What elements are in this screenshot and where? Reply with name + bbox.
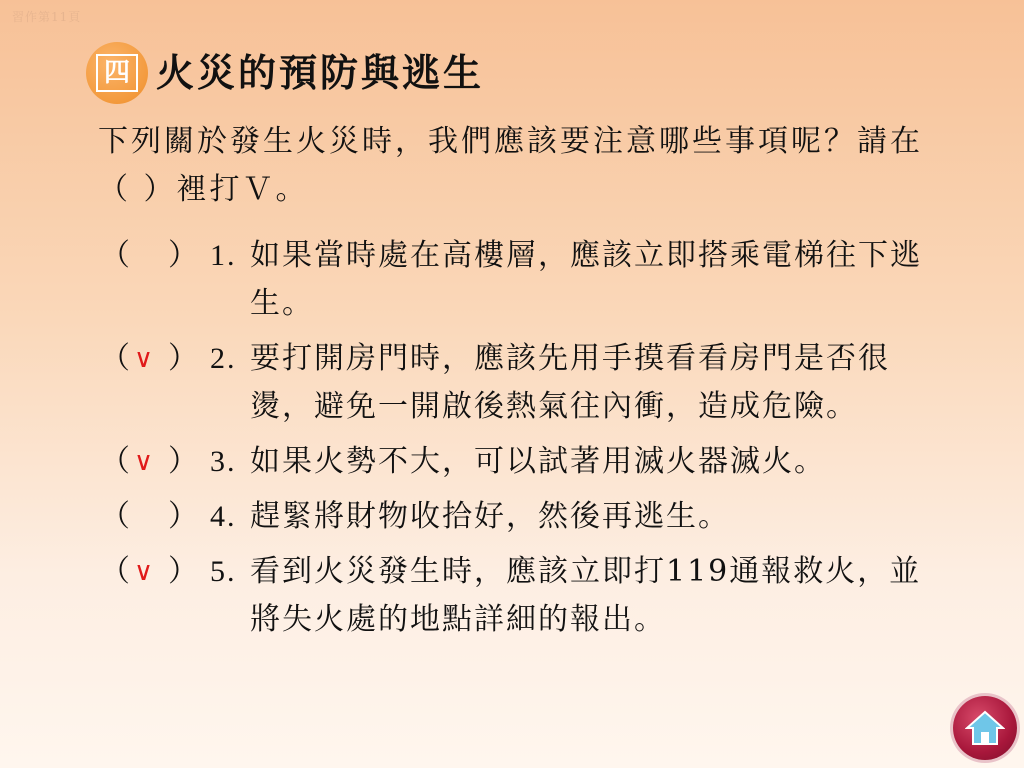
section-number: 四 [96,54,138,92]
home-icon [965,710,1005,746]
item-text: 看到火災發生時，應該立即打119通報救火，並將失火處的地點詳細的報出。 [250,554,922,637]
paren-close: ） [168,554,200,589]
answer-box [100,548,210,644]
item-text: 如果火勢不大，可以試著用滅火器滅火。 [250,444,826,479]
item-number: 5. [210,555,237,588]
list-item [100,493,980,541]
list-item [100,232,980,328]
page-title: 火災的預防與逃生 [156,50,485,95]
check-mark: ∨ [134,447,156,477]
list-item [100,438,980,486]
paren-close: ） [168,499,200,534]
answer-box [100,493,210,541]
item-number: 1. [210,239,237,272]
list-item [100,335,980,431]
item-number: 2. [210,342,237,375]
item-number: 4. [210,500,237,533]
paren-open: （ [100,341,132,376]
question-intro: 下列關於發生火災時，我們應該要注意哪些事項呢？請在（ ）裡打Ｖ。 [98,124,923,207]
paren-open: （ [100,554,132,589]
paren-open: （ [100,499,132,534]
item-text: 要打開房門時，應該先用手摸看看房門是否很燙，避免一開啟後熱氣往內衝，造成危險。 [250,341,890,424]
paren-close: ） [168,238,200,273]
check-mark: ∨ [134,344,156,374]
section-number-badge [86,42,148,104]
paren-close: ） [168,444,200,479]
answer-box [100,335,210,431]
item-number: 3. [210,445,237,478]
page-reference: 習作第11頁 [12,10,82,24]
answer-box [100,438,210,486]
paren-close: ） [168,341,200,376]
paren-open: （ [100,238,132,273]
home-button[interactable] [953,696,1017,760]
list-item [100,548,980,644]
paren-open: （ [100,444,132,479]
item-text: 如果當時處在高樓層，應該立即搭乘電梯往下逃生。 [250,238,922,321]
answer-box [100,232,210,328]
check-mark: ∨ [134,557,156,587]
item-text: 趕緊將財物收拾好，然後再逃生。 [250,499,730,534]
question-list [100,232,980,651]
